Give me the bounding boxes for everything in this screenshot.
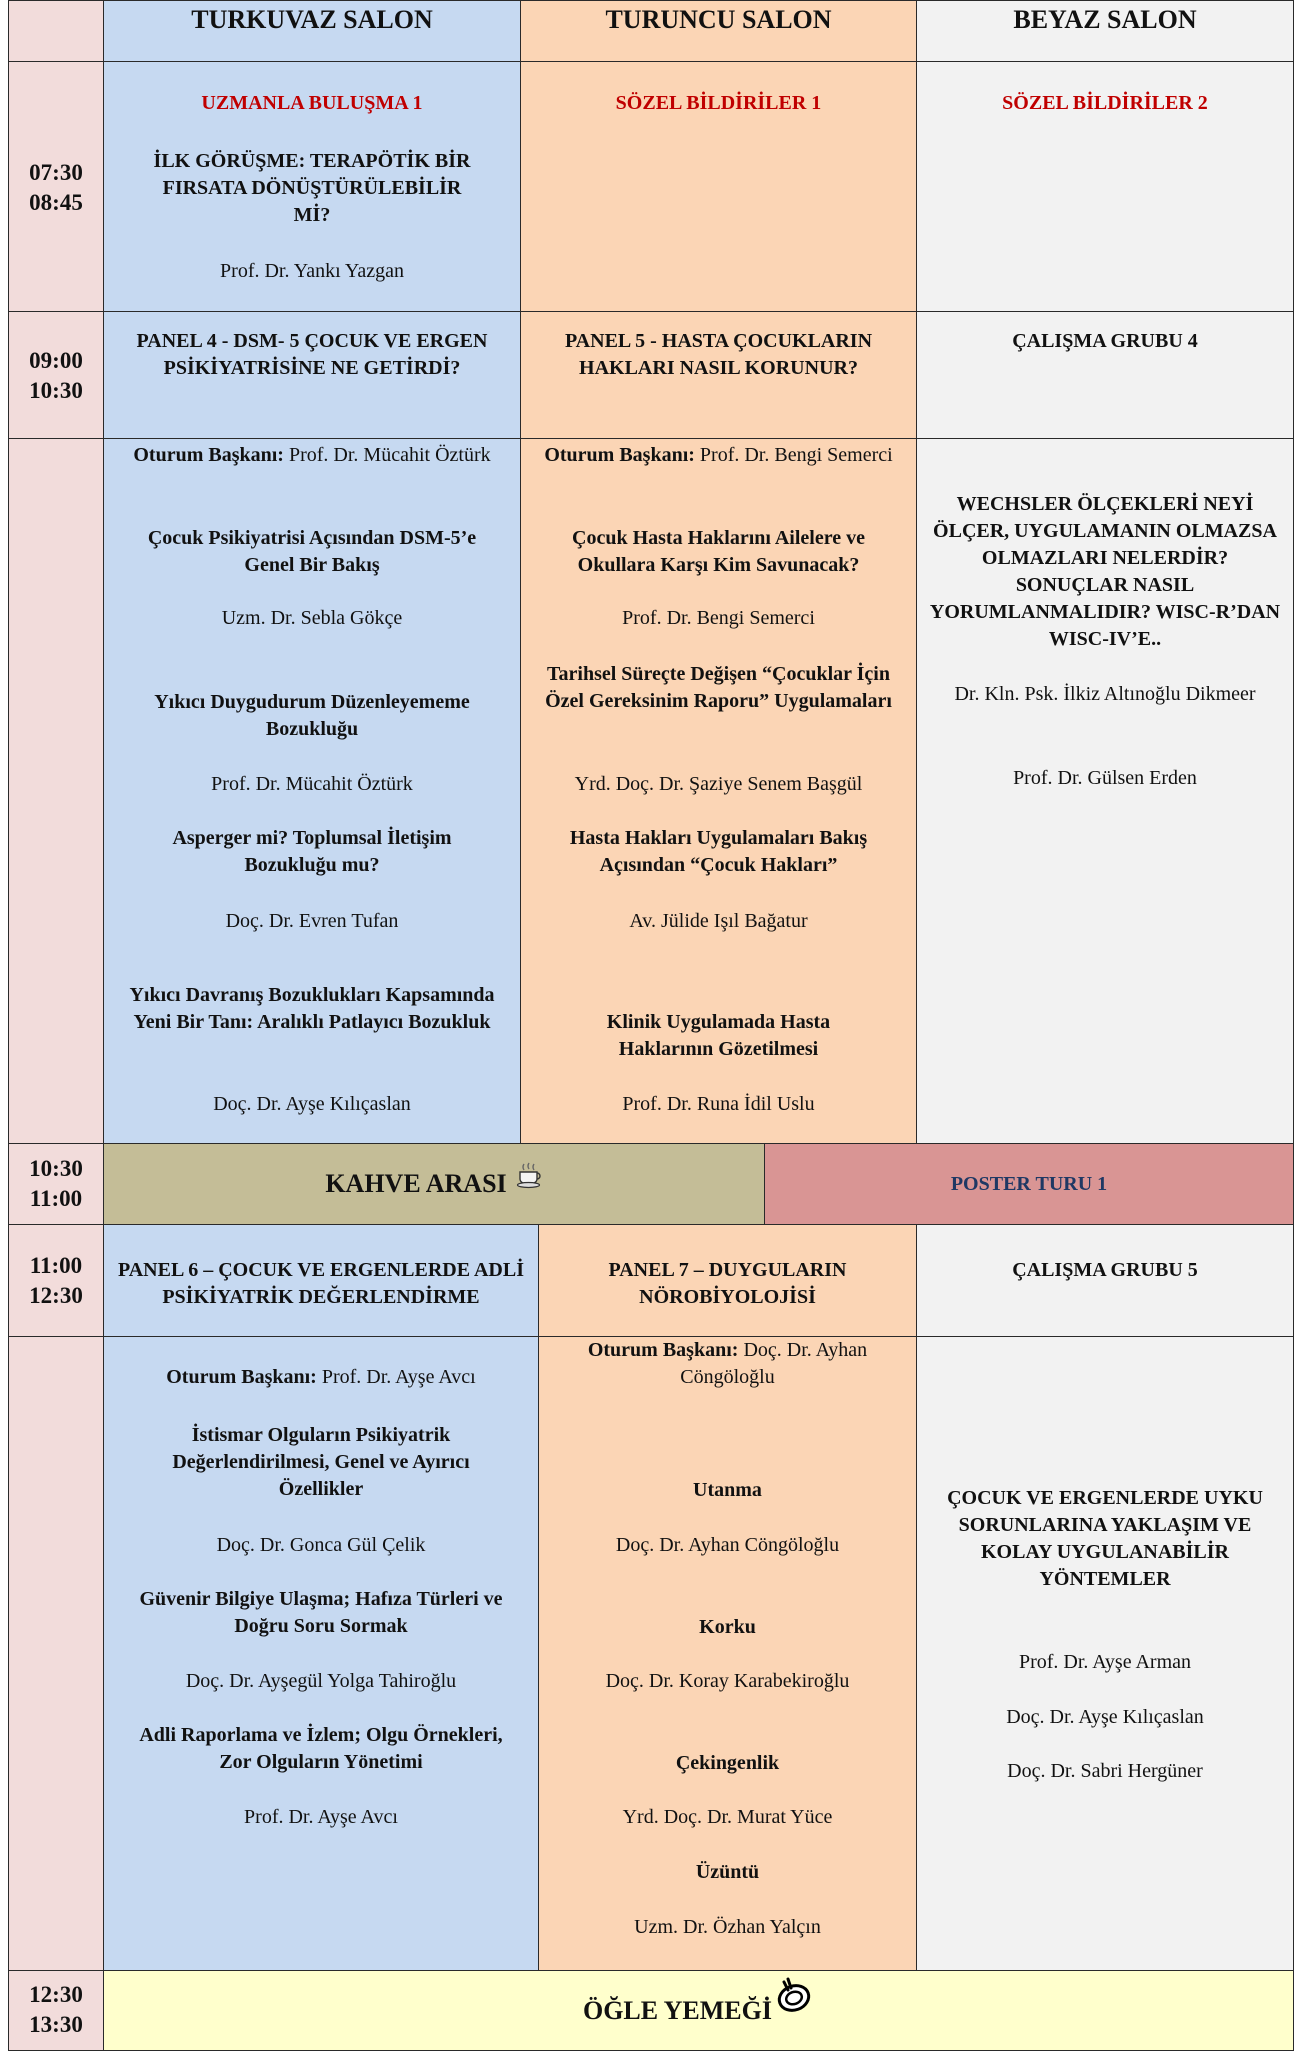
- panel-title: PANEL 5 - HASTA ÇOCUKLARIN HAKLARI NASIL KORUNUR?: [564, 330, 873, 379]
- panel5-title-cell: [520, 311, 917, 439]
- chair-name: Prof. Dr. Ayşe Avcı: [321, 1366, 476, 1388]
- time-slot-empty: [8, 1336, 104, 1971]
- talk-title: Güvenir Bilgiye Ulaşma; Hafıza Türleri ve Doğru Soru Sormak: [139, 1588, 503, 1637]
- session-chair: [551, 1337, 904, 1391]
- time-slot-0730: [8, 61, 104, 312]
- talk-speaker: Doç. Dr. Gonca Gül Çelik: [216, 1534, 426, 1556]
- talk-title: Adli Raporlama ve İzlem; Olgu Örnekleri, Zor Olguların Yönetimi: [139, 1724, 503, 1773]
- talk-title: Hasta Hakları Uygulamaları Bakış Açısından “Çocuk Hakları”: [569, 827, 868, 876]
- time-slot-1100: [8, 1224, 104, 1337]
- time-end: 12:30: [29, 1283, 83, 1308]
- session1-turuncu: [520, 61, 917, 312]
- chair-label: Oturum Başkanı:: [544, 444, 695, 466]
- lunch-plate-icon: [774, 1976, 814, 2021]
- header-beyaz-salon: BEYAZ SALON: [916, 0, 1294, 62]
- poster-tour-label: POSTER TURU 1: [950, 1172, 1108, 1195]
- panel7-title-cell: [538, 1224, 917, 1337]
- time-end: 10:30: [29, 378, 83, 403]
- talk-speaker: Uzm. Dr. Özhan Yalçın: [634, 1916, 821, 1938]
- coffee-break-label: KAHVE ARASI: [325, 1169, 507, 1198]
- time-start: 09:00: [29, 348, 83, 373]
- talk-title: Çocuk Hasta Haklarını Ailelere ve Okullara Karşı Kim Savunacak?: [572, 527, 865, 576]
- session-title: UZMANLA BULUŞMA 1: [201, 92, 423, 114]
- talk-speaker: Doç. Dr. Ayşegül Yolga Tahiroğlu: [185, 1670, 457, 1692]
- session1-turkuvaz: [103, 61, 521, 312]
- corner-cell: [8, 0, 104, 62]
- poster-tour: [764, 1143, 1294, 1225]
- coffee-break: [103, 1143, 765, 1225]
- talk-title: Korku: [699, 1616, 756, 1638]
- time-slot-0900: [8, 311, 104, 439]
- talk-speaker: Doç. Dr. Ayhan Cöngöloğlu: [615, 1534, 840, 1556]
- talk-speaker: Uzm. Dr. Sebla Gökçe: [221, 607, 403, 629]
- session-chair: [541, 442, 896, 469]
- panel4-title-cell: [103, 311, 521, 439]
- header-turuncu-salon: TURUNCU SALON: [520, 0, 917, 62]
- panel-title: PANEL 7 – DUYGULARIN NÖROBİYOLOJİSİ: [608, 1259, 847, 1308]
- panel6-title-cell: [103, 1224, 539, 1337]
- time-end: 11:00: [29, 1186, 83, 1211]
- talk-title: Utanma: [693, 1479, 762, 1501]
- talk-title: Yıkıcı Davranış Bozuklukları Kapsamında Yeni Bir Tanı: Aralıklı Patlayıcı Bozukluk: [129, 984, 495, 1033]
- workgroup4-title-cell: [916, 311, 1294, 439]
- talk-title: Çekingenlik: [675, 1752, 780, 1774]
- time-slot-1230: [8, 1970, 104, 2051]
- workgroup4-content: [916, 438, 1294, 1144]
- time-end: 13:30: [29, 2012, 83, 2037]
- panel-title: PANEL 6 – ÇOCUK VE ERGENLERDE ADLİ PSİKİYATRİK DEĞERLENDİRME: [118, 1259, 524, 1308]
- speaker: Doç. Dr. Sabri Hergüner: [1007, 1760, 1203, 1782]
- panel-title: PANEL 4 - DSM- 5 ÇOCUK VE ERGEN PSİKİYATRİSİNE NE GETİRDİ?: [136, 330, 488, 379]
- session-chair: [124, 442, 500, 469]
- workgroup-topic: ÇOCUK VE ERGENLERDE UYKU SORUNLARINA YAKLAŞIM VE KOLAY UYGULANABİLİR YÖNTEMLER: [947, 1487, 1263, 1590]
- chair-name: Doç. Dr. Ayhan Cöngöloğlu: [680, 1339, 868, 1388]
- speaker: Dr. Kln. Psk. İlkiz Altınoğlu Dikmeer: [954, 683, 1256, 705]
- workgroup5-content: [916, 1336, 1294, 1971]
- speaker: Prof. Dr. Yankı Yazgan: [220, 260, 404, 282]
- panel4-content: [103, 438, 521, 1144]
- talk-title: Çocuk Psikiyatrisi Açısından DSM-5’e Genel Bir Bakış: [147, 527, 477, 576]
- speaker: Prof. Dr. Gülsen Erden: [1013, 767, 1197, 789]
- lunch-label: ÖĞLE YEMEĞİ: [582, 1995, 772, 2025]
- workgroup5-title-cell: [916, 1224, 1294, 1337]
- time-start: 07:30: [29, 160, 83, 185]
- time-end: 08:45: [29, 190, 83, 215]
- talk-title: Üzüntü: [695, 1861, 760, 1883]
- panel-title: ÇALIŞMA GRUBU 4: [1012, 330, 1198, 352]
- chair-name: Prof. Dr. Mücahit Öztürk: [288, 444, 491, 466]
- session1-beyaz: [916, 61, 1294, 312]
- panel-title: ÇALIŞMA GRUBU 5: [1012, 1259, 1198, 1281]
- header-turkuvaz-salon: TURKUVAZ SALON: [103, 0, 521, 62]
- panel6-content: [103, 1336, 539, 1971]
- chair-label: Oturum Başkanı:: [166, 1366, 317, 1388]
- session-title: SÖZEL BİLDİRİLER 2: [1002, 92, 1208, 114]
- panel5-content: [520, 438, 917, 1144]
- time-start: 12:30: [29, 1982, 83, 2007]
- speaker: Prof. Dr. Ayşe Arman: [1018, 1651, 1192, 1673]
- talk-title: Tarihsel Süreçte Değişen “Çocuklar İçin Özel Gereksinim Raporu” Uygulamaları: [545, 663, 892, 712]
- time-start: 11:00: [29, 1253, 83, 1278]
- talk-title: İstismar Olguların Psikiyatrik Değerlendirilmesi, Genel ve Ayırıcı Özellikler: [172, 1424, 470, 1500]
- talk-speaker: Prof. Dr. Bengi Semerci: [622, 607, 815, 629]
- chair-label: Oturum Başkanı:: [587, 1339, 739, 1361]
- talk-speaker: Doç. Dr. Ayşe Kılıçaslan: [213, 1093, 411, 1115]
- workgroup-topic: WECHSLER ÖLÇEKLERİ NEYİ ÖLÇER, UYGULAMANIN OLMAZSA OLMAZLARI NELERDİR? SONUÇLAR NASIL YORUMLANMALIDIR? WISC-R’DAN WISC-IV’E..: [929, 493, 1281, 650]
- time-slot-empty: [8, 438, 104, 1144]
- talk-speaker: Yrd. Doç. Dr. Murat Yüce: [622, 1806, 833, 1828]
- panel7-content: [538, 1336, 917, 1971]
- speaker: Doç. Dr. Ayşe Kılıçaslan: [1006, 1706, 1204, 1728]
- talk-speaker: Av. Jülide Işıl Bağatur: [629, 910, 808, 932]
- talk-speaker: Doç. Dr. Koray Karabekiroğlu: [605, 1670, 850, 1692]
- talk-speaker: Prof. Dr. Mücahit Öztürk: [211, 773, 413, 795]
- talk-speaker: Prof. Dr. Runa İdil Uslu: [622, 1093, 815, 1115]
- talk-title: Asperger mi? Toplumsal İletişim Bozukluğu mu?: [172, 827, 452, 876]
- chair-label: Oturum Başkanı:: [133, 444, 284, 466]
- talk-speaker: Yrd. Doç. Dr. Şaziye Senem Başgül: [574, 773, 863, 795]
- chair-name: Prof. Dr. Bengi Semerci: [699, 444, 893, 466]
- session-chair: [114, 1364, 528, 1391]
- talk-speaker: Prof. Dr. Ayşe Avcı: [244, 1806, 398, 1828]
- time-start: 10:30: [29, 1156, 83, 1181]
- session-topic: İLK GÖRÜŞME: TERAPÖTİK BİR FIRSATA DÖNÜŞTÜRÜLEBİLİR Mİ?: [153, 150, 471, 226]
- time-slot-1030: [8, 1143, 104, 1225]
- talk-speaker: Doç. Dr. Evren Tufan: [225, 910, 399, 932]
- talk-title: Yıkıcı Duygudurum Düzenleyememe Bozukluğu: [154, 691, 470, 740]
- lunch-break: [103, 1970, 1294, 2051]
- session-title: SÖZEL BİLDİRİLER 1: [615, 92, 822, 114]
- coffee-cup-icon: [515, 1161, 543, 1194]
- talk-title: Klinik Uygulamada Hasta Haklarının Gözetilmesi: [606, 1011, 831, 1060]
